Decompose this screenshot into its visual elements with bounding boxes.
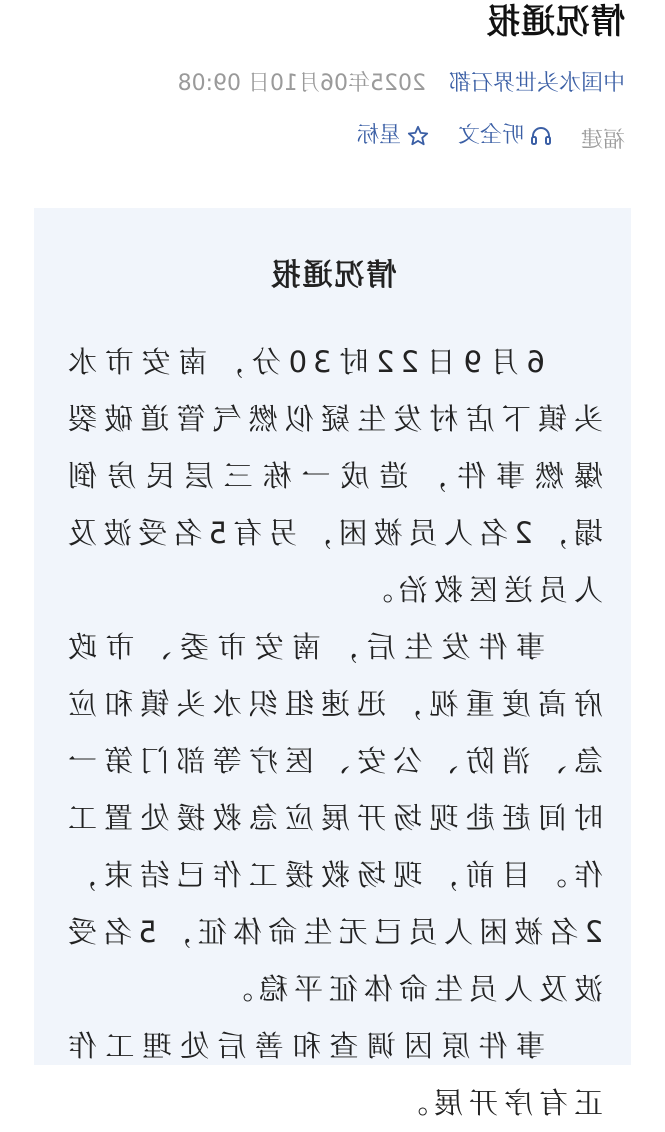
source-link[interactable]: 中国水头世界石都 (448, 71, 625, 96)
listen-button[interactable] (458, 120, 552, 152)
star-icon (407, 125, 429, 147)
notice-title: 情况通报 (268, 258, 397, 293)
article-header (25, 0, 625, 157)
notice-paragraph: 6月9日22时30分，南安市水头镇下店村发生疑似燃气管道破裂爆燃事件，造成一栋三层民房倒塌，2名人员被困，另有5名受波及人员送医救治。 (62, 345, 603, 607)
star-button[interactable] (357, 120, 429, 152)
headphone-icon (530, 125, 552, 147)
listen-label: 听全文 (457, 123, 524, 148)
page-title: 情况通报 (485, 2, 625, 42)
region-label: 福建 (580, 128, 625, 153)
notice-paragraph: 事件原因调查和善后处理工作正有序开展。 (62, 1029, 603, 1120)
star-label: 星标 (356, 123, 401, 148)
publish-time: 2025年06月10日 09:08 (177, 71, 426, 96)
notice-body (62, 334, 603, 1132)
notice-paragraph: 事件发生后，南安市委、市政府高度重视，迅速组织水头镇和应急、消防、公安、医疗等部门第一时间赶赴现场开展应急救援处置工作。目前，现场救援工作已结束，2名被困人员已无生命体征，5名受波及人员生命体征平稳。 (62, 630, 603, 1006)
article-tools (25, 120, 625, 157)
article-meta (25, 68, 625, 100)
notice-card (34, 208, 631, 1120)
